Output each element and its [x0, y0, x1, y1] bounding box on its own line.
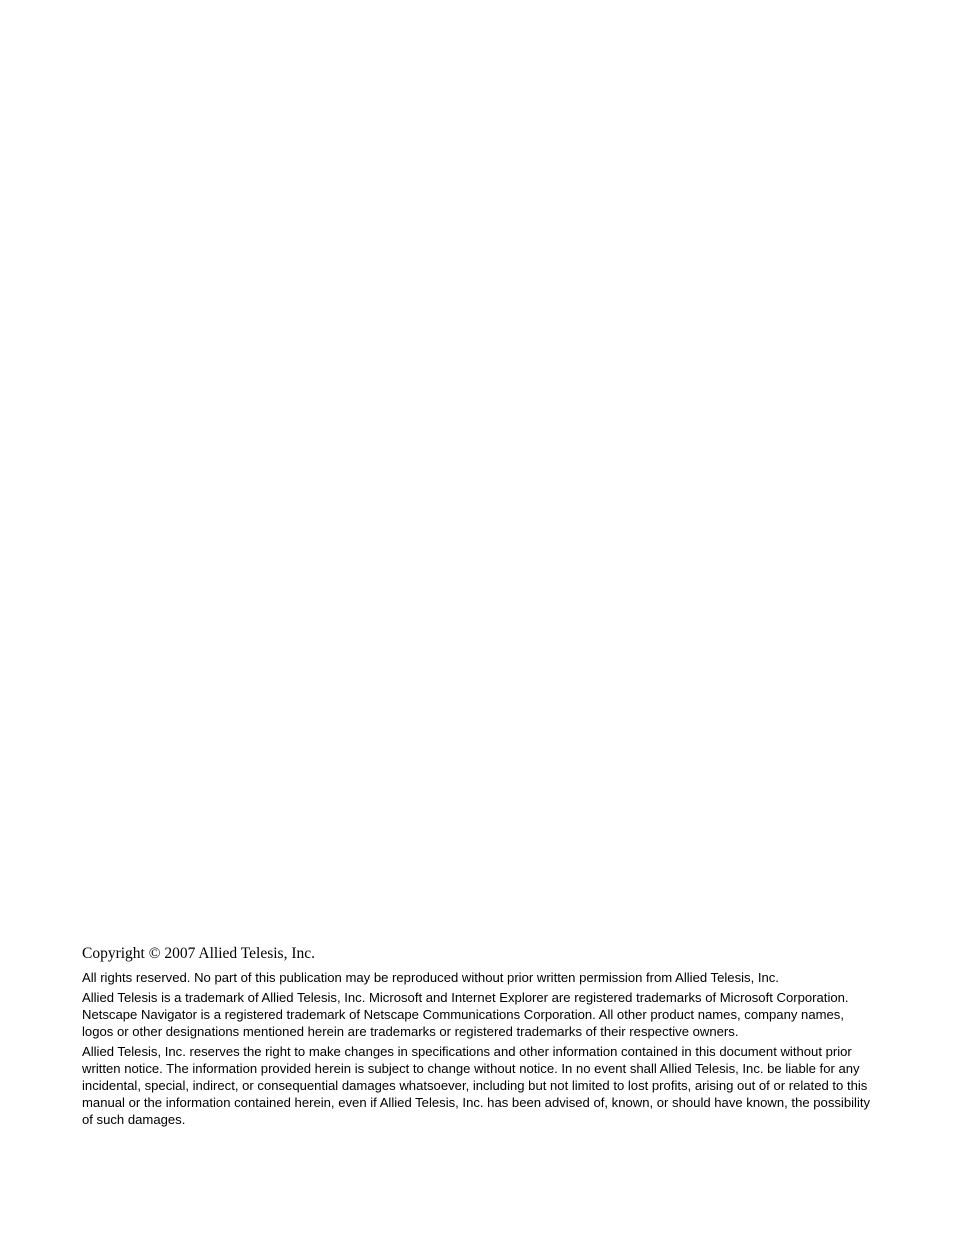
rights-reserved-paragraph: All rights reserved. No part of this publication may be reproduced without prior written permission from Allied Telesis, Inc.: [82, 970, 779, 985]
trademark-paragraph: Allied Telesis is a trademark of Allied Telesis, Inc. Microsoft and Internet Explorer are registered trademarks of Microsoft Corporation. Netscape Navigator is a registered trademark of Netscape Communications Corporation. All other product names, company names, logos or other designations mentioned herein are trademarks or registered trademarks of their respective owners.: [82, 990, 849, 1039]
copyright-line: Copyright © 2007 Allied Telesis, Inc.: [82, 945, 315, 962]
disclaimer-paragraph: Allied Telesis, Inc. reserves the right to make changes in specifications and other information contained in this document without prior written notice. The information provided herein is subject to change without notice. In no event shall Allied Telesis, Inc. be liable for any incidental, special, indirect, or consequential damages whatsoever, including but not limited to lost profits, arising out of or related to this manual or the information contained herein, even if Allied Telesis, Inc. has been advised of, known, or should have known, the possibility of such damages.: [82, 1044, 871, 1127]
copyright-notice: [82, 944, 872, 1131]
